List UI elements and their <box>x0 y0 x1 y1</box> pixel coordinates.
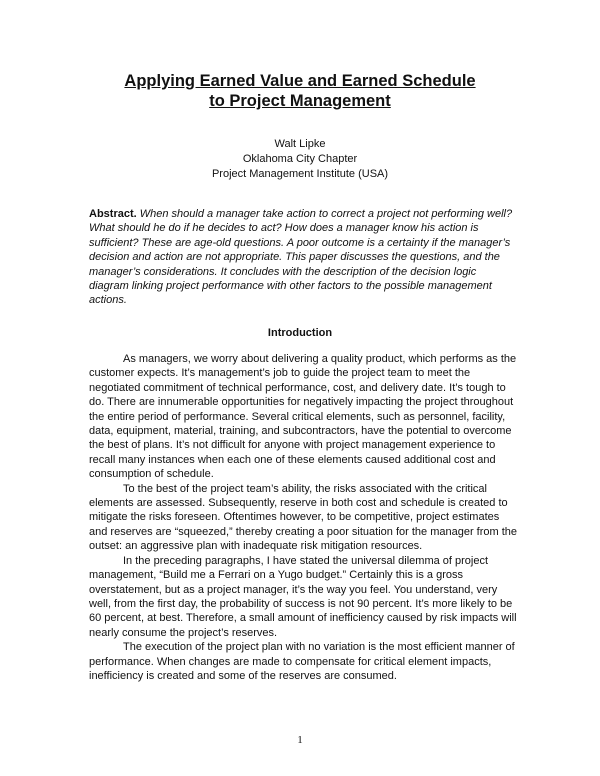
abstract-text: When should a manager take action to correct a project not performing well? What should he do if he decides to act? How does a manager know his action is sufficient? These are age-old questions. A poor outcome is a certainty if the manager’s decision and action are not appropriate. This paper discusses the questions, and the manager’s considerations. It concludes with the description of the decision logic diagram linking project performance with other factors to the possible management actions. <box>89 208 513 307</box>
title-line-2: to Project Management <box>209 92 391 110</box>
page-number: 1 <box>297 734 303 746</box>
section-heading-introduction: Introduction <box>267 327 333 339</box>
paper-title <box>60 71 540 111</box>
author-block <box>60 137 540 183</box>
paragraph: The execution of the project plan with no variation is the most efficient manner of performance. When changes are made to compensate for critical element impacts, inefficiency is created and some of the reserves are consumed. <box>89 641 515 682</box>
paragraph: As managers, we worry about delivering a quality product, which performs as the customer expects. It’s management’s job to guide the project team to meet the negotiated commitment of technical performance, cost, and delivery date. It’s tough to do. There are innumerable opportunities for negatively impacting the project throughout the entire period of performance. Several critical elements, such as personnel, facility, data, equipment, material, training, and subcontractors, have the potential to overcome the best of plans. It’s not difficult for anyone with project management experience to recall many instances when each one of these elements caused additional cost and consumption of schedule. <box>89 353 517 481</box>
title-line-1: Applying Earned Value and Earned Schedule <box>124 72 476 90</box>
author-affiliation-institute: Project Management Institute (USA) <box>211 168 389 181</box>
abstract-label: Abstract. <box>89 208 137 220</box>
paragraph: To the best of the project team’s ability, the risks associated with the critical elements are assessed. Subsequently, reserve in both cost and schedule is created to mitigate the risks foreseen. Oftentimes however, to be competitive, project estimates and reserves are “squeezed,” thereby creating a poor situation for the manager from the outset: an aggressive plan with inadequate risk mitigation resources. <box>89 482 518 553</box>
author-name: Walt Lipke <box>274 138 326 150</box>
author-affiliation-chapter: Oklahoma City Chapter <box>242 153 358 166</box>
abstract <box>89 207 514 308</box>
paragraph: In the preceding paragraphs, I have stated the universal dilemma of project management, “Build me a Ferrari on a Yugo budget.” Certainly this is a gross overstatement, but as a project manager, it’s the way you feel. You understand, very well, from the first day, the probability of success is not 90 percent. It’s more likely to be 60 percent, at best. Therefore, a small amount of inefficiency caused by risk impacts will nearly consume the project’s reserves. <box>89 554 517 639</box>
introduction-body <box>89 352 517 683</box>
